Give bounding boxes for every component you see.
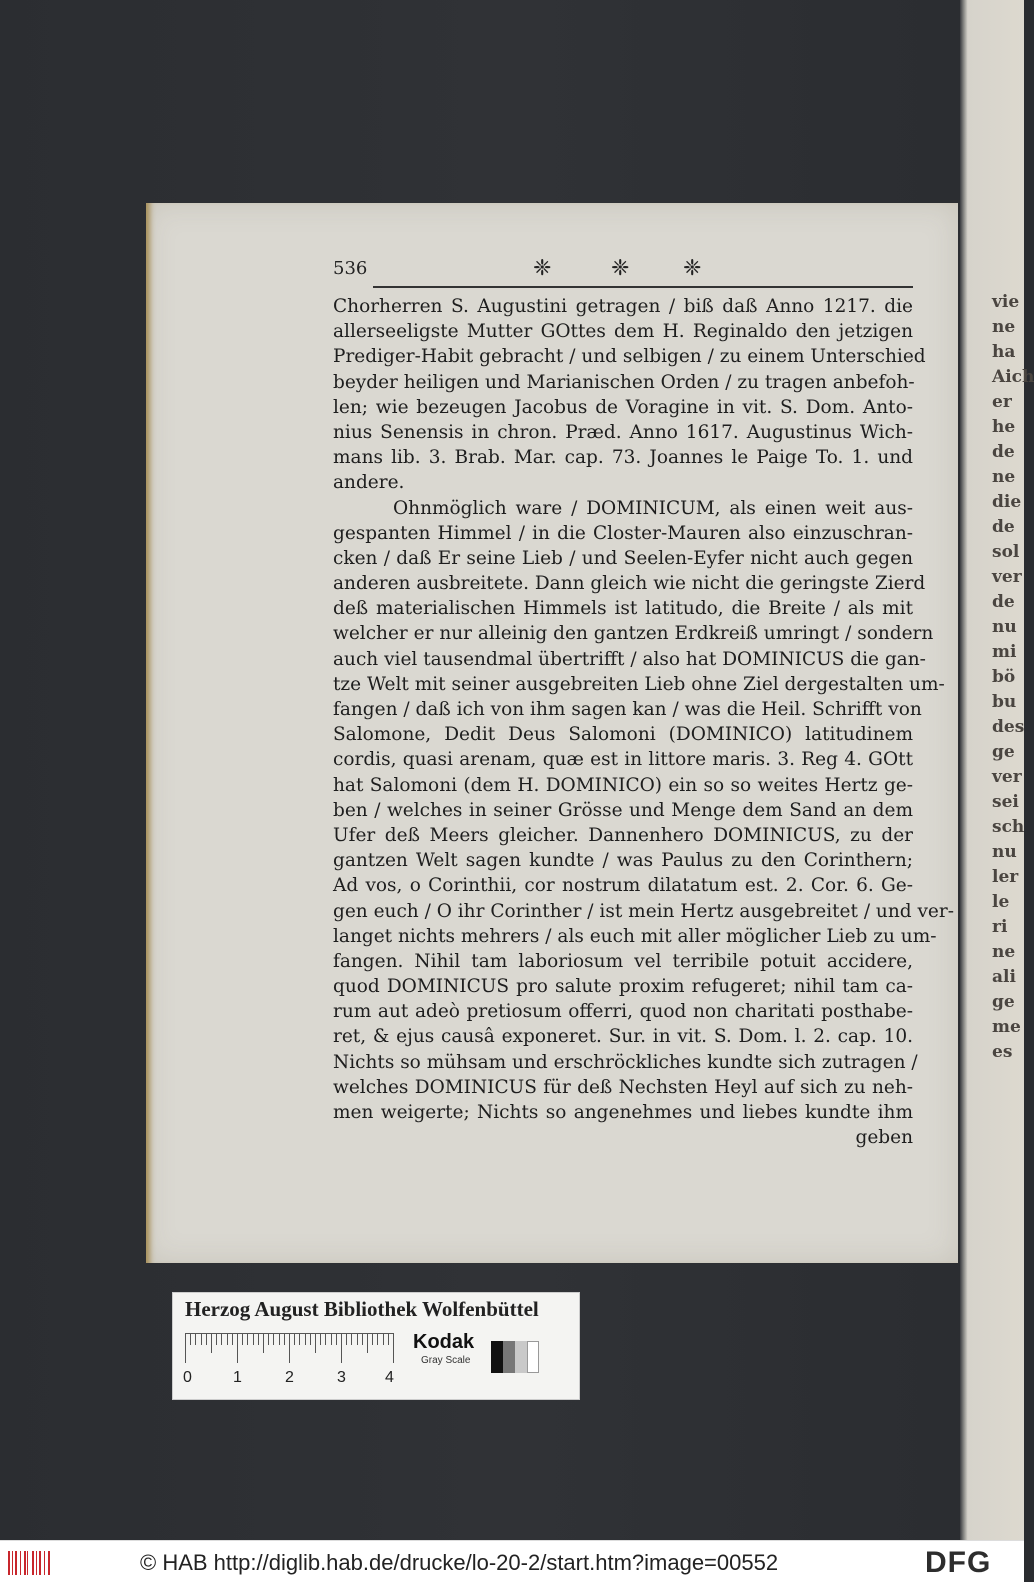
page-number: 536: [333, 258, 368, 279]
next-page-fragment: ge: [992, 742, 1015, 762]
text-line: welches DOMINICUS für deß Nechsten Heyl auf sich zu neh-: [333, 1076, 913, 1098]
ruler-tick: [372, 1333, 373, 1345]
barcode-stripe: [36, 1551, 37, 1575]
ruler-tick: [258, 1333, 259, 1345]
ruler-tick: [331, 1333, 332, 1345]
text-line: deß materialischen Himmels ist latitudo, die Breite / als mit: [333, 598, 913, 620]
ruler-tick: [284, 1333, 285, 1345]
next-page-fragment: ne: [992, 317, 1016, 337]
ruler-tick: [367, 1333, 368, 1353]
next-page-fragment: es: [992, 1042, 1013, 1062]
ruler-tick: [357, 1333, 358, 1345]
next-page-fragment: de: [992, 442, 1015, 462]
ruler-number: 0: [183, 1369, 192, 1386]
text-line: tze Welt mit seiner ausgebreiten Lieb ohne Ziel dergestalten um-: [333, 673, 945, 695]
text-line: men weigerte; Nichts so angenehmes und liebes kundte ihm: [333, 1102, 913, 1123]
ruler-tick: [242, 1333, 243, 1345]
text-line: len; wie bezeugen Jacobus de Voragine in vit. S. Dom. Anto-: [333, 396, 913, 418]
ruler-tick: [211, 1333, 212, 1353]
ruler-tick: [253, 1333, 254, 1345]
ruler-tick: [388, 1333, 389, 1345]
text-line: gen euch / O ihr Corinther / ist mein Hertz ausgebreitet / und ver-: [333, 900, 954, 922]
ruler-tick: [247, 1333, 248, 1345]
next-page-fragment: ne: [992, 467, 1016, 487]
ruler-tick: [263, 1333, 264, 1353]
next-page-fragment: ver: [992, 767, 1022, 787]
ruler-tick: [216, 1333, 217, 1345]
text-line: quod DOMINICUS pro salute proxim refugeret; nihil tam ca-: [333, 976, 913, 998]
text-line: cordis, quasi arenam, quæ est in littore maris. 3. Reg 4. GOtt: [333, 749, 913, 771]
gray-swatch-light: [515, 1341, 527, 1373]
next-page-fragment: nu: [992, 842, 1017, 862]
barcode-stripe: [27, 1551, 28, 1575]
gray-swatch-mid: [503, 1341, 515, 1373]
text-line: gantzen Welt sagen kundte / was Paulus zu den Corinthern;: [333, 850, 913, 872]
text-line: gespanten Himmel / in die Closter-Mauren also einzuschran-: [333, 522, 913, 544]
ruler-tick: [227, 1333, 228, 1345]
text-line: anderen ausbreitete. Dann gleich wie nicht die geringste Zierd: [333, 573, 926, 595]
barcode-stripe: [44, 1551, 45, 1575]
ruler-tick: [341, 1333, 342, 1363]
next-page-fragment: ler: [992, 867, 1019, 887]
text-line: Ufer deß Meers gleicher. Dannenhero DOMINICUS, zu der: [333, 824, 913, 846]
ruler-tick: [310, 1333, 311, 1345]
gray-swatch-white: [527, 1341, 539, 1373]
text-line: andere.: [333, 472, 405, 494]
ruler-number: 3: [337, 1369, 346, 1386]
gray-swatch-black: [491, 1341, 503, 1373]
page-body-text: [333, 294, 954, 1150]
next-page-fragment: bu: [992, 692, 1017, 712]
text-line: ret, & ejus causâ exponeret. Sur. in vit. S. Dom. l. 2. cap. 10.: [333, 1026, 913, 1048]
text-line: mans lib. 3. Brab. Mar. cap. 73. Joannes le Paige To. 1. und: [333, 447, 913, 469]
next-page-text-fragments: [992, 290, 1034, 1150]
ruler-tick: [351, 1333, 352, 1345]
next-page-fragment: ha: [992, 342, 1016, 362]
text-line: beyder heiligen und Marianischen Orden / zu tragen anbefoh-: [333, 371, 915, 393]
next-page-fragment: Aich: [992, 367, 1034, 387]
next-page-fragment: he: [992, 417, 1016, 437]
library-name: Herzog August Bibliothek Wolfenbüttel: [185, 1297, 539, 1321]
ruler-tick: [377, 1333, 378, 1345]
ruler-tick: [268, 1333, 269, 1345]
ruler-tick: [185, 1333, 186, 1363]
ruler-tick: [325, 1333, 326, 1345]
ruler-number: 1: [233, 1369, 242, 1386]
next-page-fragment: ver: [992, 567, 1022, 587]
barcode-stripe: [12, 1551, 13, 1575]
ruler-tick: [221, 1333, 222, 1345]
ruler-tick: [201, 1333, 202, 1345]
next-page-fragment: ne: [992, 942, 1016, 962]
ruler-tick: [346, 1333, 347, 1345]
next-page-fragment: er: [992, 392, 1012, 412]
next-page-fragment: nu: [992, 617, 1017, 637]
next-page-fragment: ali: [992, 967, 1016, 987]
barcode-stripe: [24, 1551, 26, 1575]
ruler-tick: [237, 1333, 238, 1363]
next-page-fragment: die: [992, 492, 1022, 512]
ruler-tick: [206, 1333, 207, 1345]
text-line: Prediger-Habit gebracht / und selbigen / zu einem Unterschied: [333, 346, 926, 368]
measurement-ruler: [185, 1333, 405, 1367]
barcode-stripe: [8, 1551, 10, 1575]
footer-credit-link[interactable]: © HAB http://diglib.hab.de/drucke/lo-20-2/start.htm?image=00552: [140, 1550, 779, 1575]
text-line: rum aut adeò pretiosum offerri, quod non charitati posthabe-: [333, 1001, 913, 1023]
next-page-fragment: bö: [992, 667, 1016, 687]
ruler-tick: [383, 1333, 384, 1345]
footer-bar: [0, 1540, 1024, 1582]
next-page-fragment: de: [992, 592, 1015, 612]
text-line: nius Senensis in chron. Præd. Anno 1617. Augustinus Wich-: [333, 421, 913, 443]
next-page-fragment: le: [992, 892, 1010, 912]
next-page-fragment: me: [992, 1017, 1021, 1037]
ruler-tick: [232, 1333, 233, 1345]
reference-card: [172, 1292, 580, 1400]
page-header: [333, 258, 913, 290]
ruler-tick: [336, 1333, 337, 1345]
ruler-number: 4: [385, 1369, 394, 1386]
text-line: hat Salomoni (dem H. DOMINICO) ein so so weites Hertz ge-: [333, 774, 913, 796]
ruler-tick: [320, 1333, 321, 1345]
text-line: langet nichts mehrers / als euch mit aller möglicher Lieb zu um-: [333, 925, 937, 947]
next-page-fragment: sch: [992, 817, 1025, 837]
next-page-fragment: ge: [992, 992, 1015, 1012]
text-line: welcher er nur alleinig den gantzen Erdkreiß umringt / sondern: [333, 623, 934, 645]
barcode-stripe: [32, 1551, 34, 1575]
barcode-stripe: [15, 1551, 17, 1575]
next-page-fragment: des: [992, 717, 1025, 737]
text-line: fangen / daß ich von ihm sagen kan / was die Heil. Schrifft von: [333, 699, 922, 720]
barcode-stripe: [39, 1551, 41, 1575]
barcode-stripe: [48, 1551, 50, 1575]
next-page-fragment: vie: [992, 292, 1020, 312]
ruler-tick: [195, 1333, 196, 1345]
ruler-tick: [362, 1333, 363, 1345]
header-rule: [373, 286, 913, 288]
text-line: cken / daß Er seine Lieb / und Seelen-Eyfer nicht auch gegen: [333, 547, 913, 569]
ornament-icon: ❈: [683, 256, 702, 281]
kodak-label: Kodak: [413, 1331, 475, 1353]
text-line: Chorherren S. Augustini getragen / biß daß Anno 1217. die: [333, 296, 913, 317]
next-page-fragment: sol: [992, 542, 1020, 562]
next-page-fragment: sei: [992, 792, 1019, 812]
ruler-tick: [289, 1333, 290, 1363]
ruler-tick: [393, 1333, 394, 1363]
text-line: Nichts so mühsam und erschröckliches kundte sich zutragen /: [333, 1051, 918, 1073]
barcode-stripe: [20, 1551, 21, 1575]
text-line: Ad vos, o Corinthii, cor nostrum dilatatum est. 2. Cor. 6. Ge-: [333, 875, 913, 897]
barcode-icon: [8, 1551, 52, 1575]
ornament-icon: ❈: [611, 256, 630, 281]
text-line: fangen. Nihil tam laboriosum vel terribile potuit accidere,: [333, 950, 913, 972]
gray-scale-label: Gray Scale: [421, 1355, 471, 1366]
ruler-tick: [190, 1333, 191, 1345]
ruler-tick: [279, 1333, 280, 1345]
ruler-tick: [315, 1333, 316, 1353]
ruler-tick: [294, 1333, 295, 1345]
catchword: geben: [855, 1127, 913, 1149]
text-line: Salomone, Dedit Deus Salomoni (DOMINICO) latitudinem: [333, 724, 913, 746]
ornament-icon: ❈: [533, 256, 552, 281]
next-page-fragment: ri: [992, 917, 1008, 937]
text-line: allerseeligste Mutter GOttes dem H. Reginaldo den jetzigen: [333, 321, 913, 343]
text-line: ben / welches in seiner Grösse und Menge dem Sand an dem: [333, 799, 913, 821]
ruler-tick: [305, 1333, 306, 1345]
dfg-logo: DFG: [925, 1546, 992, 1579]
text-line: Ohnmöglich ware / DOMINICUM, als einen weit aus-: [393, 497, 913, 519]
ruler-tick: [299, 1333, 300, 1345]
text-line: auch viel tausendmal übertrifft / also hat DOMINICUS die gan-: [333, 648, 926, 670]
next-page-fragment: de: [992, 517, 1015, 537]
next-page-fragment: mi: [992, 642, 1017, 662]
ruler-number: 2: [285, 1369, 294, 1386]
ruler-tick: [273, 1333, 274, 1345]
